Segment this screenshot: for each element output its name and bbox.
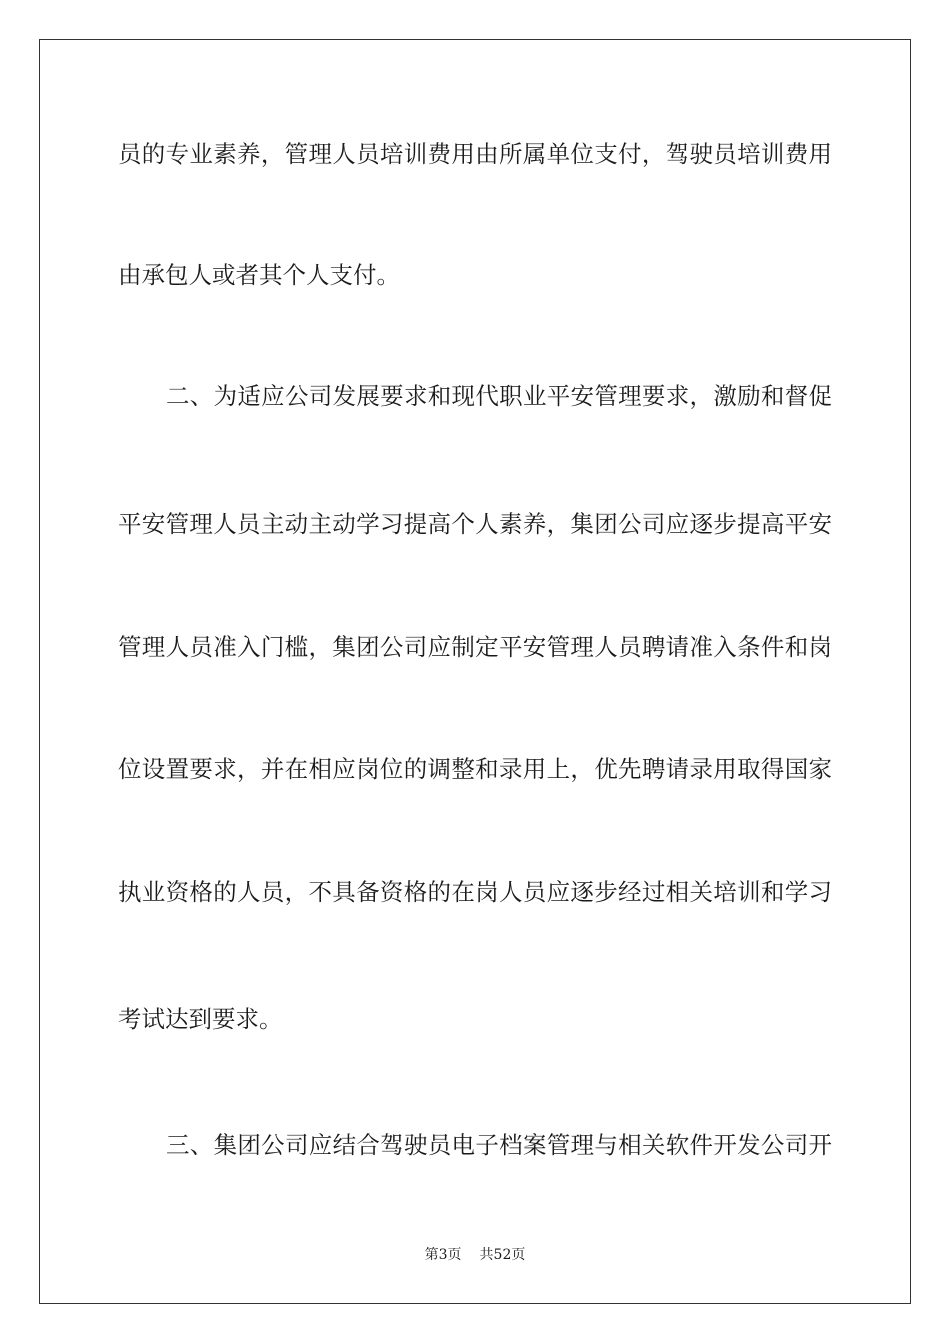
page-footer xyxy=(0,1246,950,1264)
paragraph-2-start: 二、为适应公司发展要求和现代职业平安管理要求，激励和督促 xyxy=(166,382,832,410)
body-text-line: 由承包人或者其个人支付。 xyxy=(118,261,400,289)
body-text-line: 考试达到要求。 xyxy=(118,1005,283,1033)
total-pages: 共52页 xyxy=(479,1247,526,1263)
body-text-line: 平安管理人员主动主动学习提高个人素养，集团公司应逐步提高平安 xyxy=(118,510,832,538)
body-text-line: 位设置要求，并在相应岗位的调整和录用上，优先聘请录用取得国家 xyxy=(118,755,832,783)
paragraph-3-start: 三、集团公司应结合驾驶员电子档案管理与相关软件开发公司开 xyxy=(166,1131,832,1159)
body-text-line: 管理人员准入门槛，集团公司应制定平安管理人员聘请准入条件和岗 xyxy=(118,633,832,661)
body-text-line: 员的专业素养，管理人员培训费用由所属单位支付，驾驶员培训费用 xyxy=(118,140,832,168)
page-number: 第3页 xyxy=(424,1247,462,1263)
body-text-line: 执业资格的人员，不具备资格的在岗人员应逐步经过相关培训和学习 xyxy=(118,878,832,906)
page-border xyxy=(39,39,911,1304)
